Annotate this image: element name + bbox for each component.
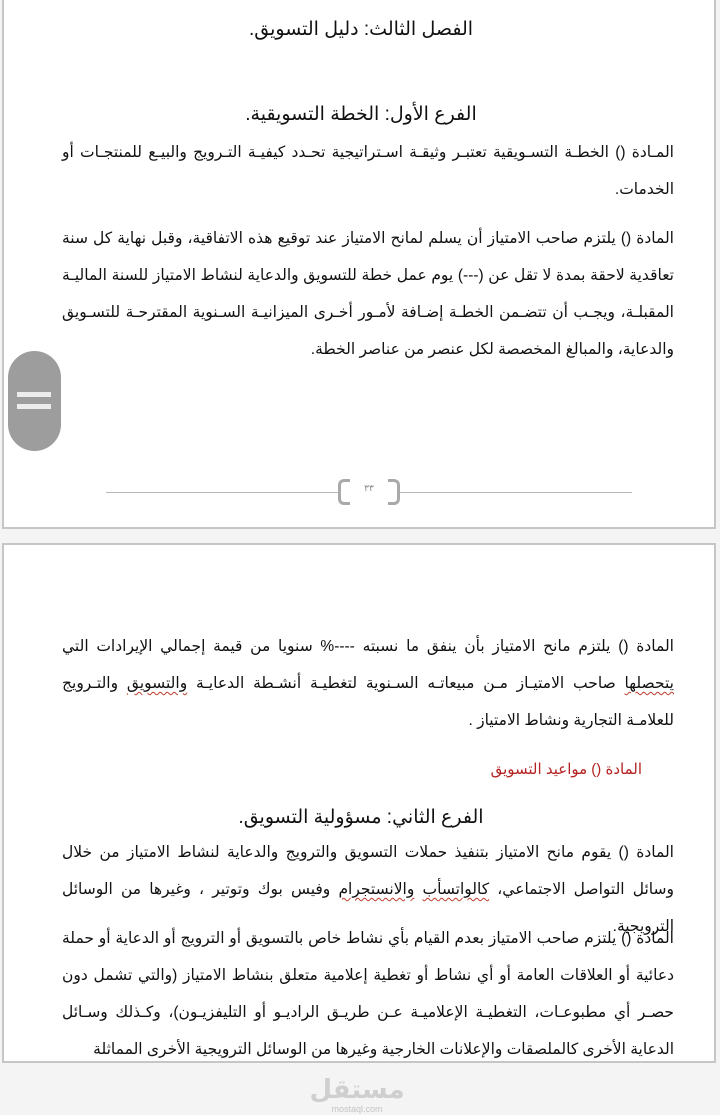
marketing-dates-heading: المادة () مواعيد التسويق (490, 761, 642, 778)
watermark-url: mostaql.com (331, 1104, 383, 1114)
footer-rule-left (106, 492, 338, 493)
document-page-1 (2, 0, 716, 529)
drag-handle-icon-line (17, 404, 51, 409)
watermark (0, 1074, 714, 1115)
text-segment: المادة () يقوم مانح الامتياز بتنفيذ حملات التسويق والترويج والدعاية لنشاط الامتياز من خلال وسائل التواصل الاجتماعي، (62, 844, 674, 898)
footer-rule-right (400, 492, 632, 493)
paragraph-marketing-plan-definition: المـادة () الخطـة التسـويقية تعتبـر وثيقـة اسـتراتيجية تحـدد كيفيـة التـرويج والبيـع للمنتجـات أو الخدمات. (62, 144, 674, 198)
footer-bracket-open (338, 479, 350, 505)
section-title-1: الفرع الأول: الخطة التسويقية. (245, 104, 477, 125)
text-segment: وفيس بوك وتوتير ، وغيرها من الوسائل الترويجية. (62, 881, 674, 935)
footer-bracket-close (388, 479, 400, 505)
section-title-2: الفرع الثاني: مسؤولية التسويق. (238, 807, 484, 828)
text-segment: والتـرويج للعلامـة التجارية ونشاط الامتياز . (62, 675, 674, 729)
spelling-flagged-word[interactable]: يتحصلها (624, 675, 674, 692)
text-segment (414, 881, 422, 898)
watermark-logo: مستقل (309, 1074, 405, 1104)
spelling-flagged-word[interactable]: والانستجرام (338, 881, 415, 898)
drag-handle-icon (17, 392, 51, 397)
spelling-flagged-word[interactable]: كالواتسأب (422, 881, 490, 898)
chapter-title: الفصل الثالث: دليل التسويق. (248, 19, 474, 40)
paragraph-plan-delivery: المادة () يلتزم صاحب الامتياز أن يسلم لمانح الامتياز عند توقيع هذه الاتفاقية، وقبل نهاية كل سنة تعاقدية لاحقة بمدة لا تقل عن (---) يوم عمل خطة للتسويق والدعاية لنشاط الامتياز للسنة الماليـة المقبلـة، ويجـب أن تتضـمن الخطـة إضـافة لأمـور أخـرى الميزانيـة السـنوية المقترحـة للتسـويق والدعاية، والمبالغ المخصصة لكل عنصر من عناصر الخطة. (62, 230, 674, 358)
scroll-handle[interactable] (8, 351, 61, 451)
text-segment: المادة () يلتزم مانح الامتياز بأن ينفق ما نسبته ----% سنويا من قيمة إجمالي الإيرادات التي (62, 638, 674, 655)
document-page-2 (2, 543, 716, 1063)
spelling-flagged-word[interactable]: والتسويق (126, 675, 188, 692)
paragraph-franchisee-restrictions: المادة () يلتزم صاحب الامتياز بعدم القيام بأي نشاط خاص بالتسويق أو الترويج أو الدعاية أو حملة دعائية أو العلاقات العامة أو أي نشاط أو تغطية إعلامية متعلق بنشاط الامتياز (والتي تشمل دون حصـر أي مطبوعـات، التغطيـة الإعلاميـة عـن طريـق الراديـو أو التليفزيـون)، وكـذلك وسـائل الدعاية الأخرى كالملصقات والإعلانات الخارجية وغيرها من الوسائل الترويجية الأخرى المماثلة (62, 930, 674, 1058)
text-segment: صاحب الامتيـاز مـن مبيعاتـه السـنوية لتغطيـة أنشـطة الدعايـة (187, 675, 625, 692)
paragraph-marketing-spend (62, 628, 674, 739)
page-footer (106, 478, 632, 508)
page-number: ٣٣ (364, 483, 374, 493)
